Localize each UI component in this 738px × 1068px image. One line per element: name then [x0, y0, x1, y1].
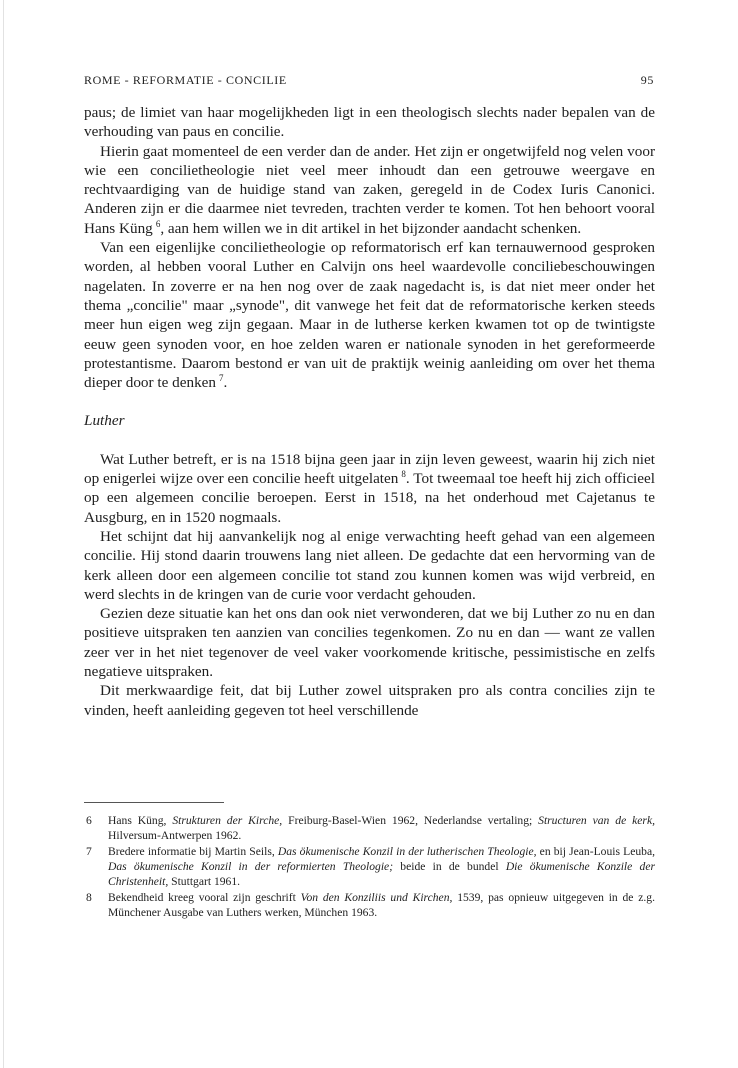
running-title: ROME - REFORMATIE - CONCILIE [84, 73, 287, 87]
footnote-7 [84, 844, 655, 889]
footnote-ref-6[interactable]: 6 [155, 218, 161, 229]
footnote-8 [84, 890, 655, 920]
footnote-number: 8 [86, 891, 92, 904]
footnote-text: 1539, pas opnieuw uitgegeven in de z.g. Münchener Ausgabe van Luthers werken, München 1963. [108, 891, 655, 919]
footnote-title: Structuren van de kerk, [538, 814, 655, 827]
paragraph-6 [84, 604, 655, 681]
footnote-title: Das ökumenische Konzil in der reformierten Theologie; [108, 860, 394, 873]
paragraph-2 [84, 142, 655, 238]
paragraph-2-text: Hierin gaat momenteel de een verder dan de ander. Het zijn er ongetwijfeld nog velen voor wie een concilietheologie niet veel meer inhoudt dan een getrouwe weergave en rechtvaardiging van de huidige stand van zaken, geregeld in de Codex Iuris Canonici. Anderen zijn er die daarmee niet tevreden, trachten verder te komen. Tot hen behoort vooral Hans Küng [84, 142, 655, 237]
section-heading-luther: Luther [84, 412, 125, 430]
paragraph-3-text: Van een eigenlijke concilietheologie op reformatorisch erf kan ternauwernood gesproken worden, al hebben vooral Luther en Calvijn ons heel waardevolle conciliebeschouwingen nagelaten. In zoverre er na hen nog over de zaak nagedacht is, is dat niet meer onder het thema „concilie" maar „synode", dit vanwege het feit dat de reformatorische kerken steeds meer hun eigen weg zijn gegaan. Maar in de lutherse kerken kwamen tot op de twintigste eeuw geen synoden voor, en hoe zelden waren er nationale synoden in het gereformeerde protestantisme. Daarom bestond er van uit de praktijk weinig aanleiding om over het thema dieper door te denken [84, 239, 655, 392]
footnote-text: Hilversum-Antwerpen 1962. [108, 829, 242, 842]
footnote-text: Stuttgart 1961. [168, 875, 241, 888]
gutter-line [3, 0, 4, 1068]
footnote-rule [84, 802, 224, 803]
footnote-ref-7[interactable]: 7 [219, 373, 224, 384]
paragraph-1 [84, 103, 655, 142]
footnote-text: Freiburg-Basel-Wien 1962, Nederlandse vertaling; [282, 814, 539, 827]
footnote-text: Bredere informatie bij Martin Seils, [108, 845, 278, 858]
footnote-ref-8[interactable]: 8 [401, 468, 406, 479]
footnote-title: Die ökumenische Konzile der Christenheit, [108, 860, 655, 888]
footnote-title: Strukturen der Kirche, [172, 814, 283, 827]
footnote-text: en bij Jean-Louis Leuba, [536, 845, 655, 858]
footnote-title: Das ökumenische Konzil in der lutherischen Theologie, [277, 845, 537, 858]
paragraph-2-tail: , aan hem willen we in dit artikel in het bijzonder aandacht schenken. [160, 219, 582, 237]
footnote-text: Hans Küng, [108, 814, 173, 827]
footnote-text: beide in de bundel [393, 860, 506, 873]
paragraph-5 [84, 527, 655, 604]
paragraph-3 [84, 238, 655, 392]
page-number: 95 [640, 73, 654, 87]
running-header [84, 73, 654, 89]
paragraph-4-tail: . Tot tweemaal toe heeft hij zich officieel op een algemeen concilie beroepen. Eerst in 1518, na het onderhoud met Cajetanus te Ausgburg, en in 1520 nogmaals. [84, 470, 655, 526]
footnote-6 [84, 813, 655, 843]
body-text [84, 103, 655, 720]
paragraph-4 [84, 450, 655, 527]
paragraph-3-tail: . [223, 374, 228, 392]
paragraph-7 [84, 681, 655, 720]
footnote-text: Bekendheid kreeg vooral zijn geschrift [108, 891, 301, 904]
paragraph-1-text: paus; de limiet van haar mogelijkheden ligt in een theologisch slechts nader bepalen van de verhouding van paus en concilie. [84, 104, 655, 141]
paragraph-6-text: Gezien deze situatie kan het ons dan ook niet verwonderen, dat we bij Luther zo nu en dan positieve uitspraken ten aanzien van concilies tegenkomen. Zo nu en dan — want ze vallen zeer ver in het niet tegenover de veel vaker voorkomende kritische, pessimistische en zelfs negatieve uitspraken. [84, 605, 655, 681]
footnotes [84, 802, 655, 921]
footnote-number: 6 [86, 814, 92, 827]
footnote-title: Von den Konziliis und Kirchen, [300, 891, 453, 904]
paragraph-7-text: Dit merkwaardige feit, dat bij Luther zowel uitspraken pro als contra concilies zijn te vinden, heeft aanleiding gegeven tot heel verschillende [84, 682, 655, 719]
footnote-number: 7 [86, 845, 92, 858]
paragraph-5-text: Het schijnt dat hij aanvankelijk nog al enige verwachting heeft gehad van een algemeen concilie. Hij stond daarin trouwens lang niet alleen. De gedachte dat een hervorming van de kerk alleen door een algemeen concilie tot stand zou kunnen komen was wijd verbreid, en werd slechts in de kringen van de curie voor verdacht gehouden. [84, 527, 655, 603]
paragraph-4-text: Wat Luther betreft, er is na 1518 bijna geen jaar in zijn leven geweest, waarin hij zich niet op enigerlei wijze over een concilie heeft uitgelaten [84, 450, 655, 488]
